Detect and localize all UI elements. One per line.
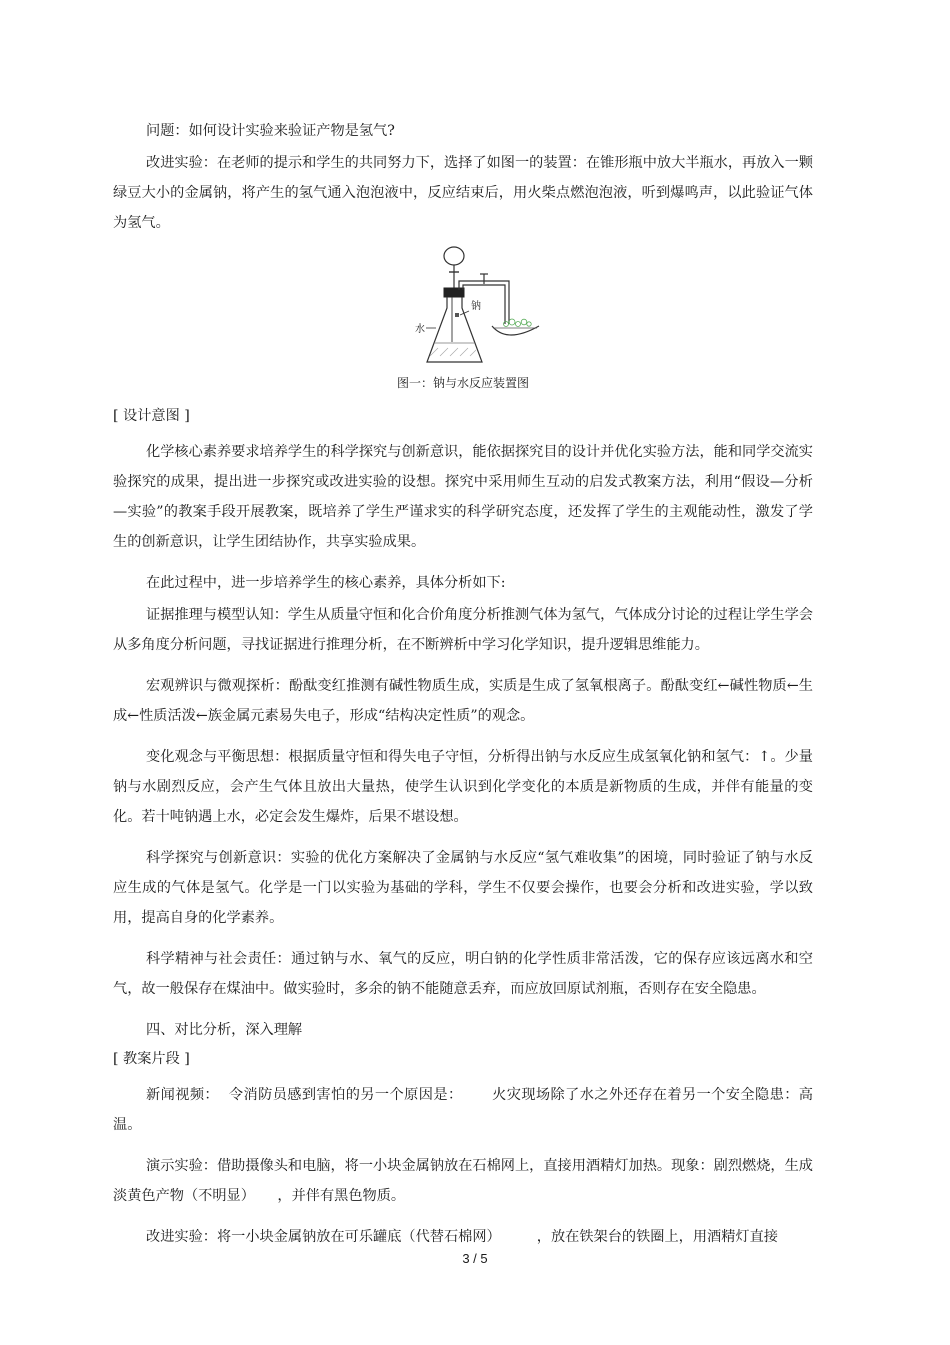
flask-apparatus-diagram <box>414 244 564 372</box>
evidence-paragraph: 证据推理与模型认知：学生从质量守恒和化合价角度分析推测气体为氢气，气体成分讨论的过程让学生学会从多角度分析问题，寻找证据进行推理分析，在不断辨析中学习化学知识，提升逻辑思维能力。 <box>113 607 813 653</box>
macro-micro-paragraph: 宏观辨识与微观探析：酚酞变红推测有碱性物质生成，实质是生成了氢氧根离子。酚酞变红←碱性物质←生成←性质活泼←族金属元素易失电子，形成“结构决定性质”的观念。 <box>113 678 813 724</box>
change-balance-paragraph: 变化观念与平衡思想：根据质量守恒和得失电子守恒，分析得出钠与水反应生成氢氧化钠和氢气：↑。少量钠与水剧烈反应，会产生气体且放出大量热，使学生认识到化学变化的本质是新物质的生成，并伴有能量的变化。若十吨钠遇上水，必定会发生爆炸，后果不堪设想。 <box>113 749 813 825</box>
page-number: 3 / 5 <box>462 1251 488 1266</box>
design-intent-paragraph: 化学核心素养要求培养学生的科学探究与创新意识，能依据探究目的设计并优化实验方法，能和同学交流实验探究的成果，提出进一步探究或改进实验的设想。探究中采用师生互动的启发式教案方法，利用“假设—分析—实验”的教案手段开展教案，既培养了学生严谨求实的科学研究态度，还发挥了学生的主观能动性，激发了学生的创新意识，让学生团结协作，共享实验成果。 <box>113 444 813 550</box>
design-intent-title: [ 设计意图 ] <box>113 408 190 424</box>
lesson-fragment-title: [ 教案片段 ] <box>113 1051 190 1067</box>
apparatus-figure <box>113 244 813 372</box>
document-body <box>113 116 813 1263</box>
analysis-intro: 在此过程中，进一步培养学生的核心素养，具体分析如下: <box>146 575 506 591</box>
improved-experiment-paragraph: 改进实验：在老师的提示和学生的共同努力下，选择了如图一的装置：在锥形瓶中放大半瓶水，再放入一颗绿豆大小的金属钠，将产生的氢气通入泡泡液中，反应结束后，用火柴点燃泡泡液，听到爆鸣声，以此验证气体为氢气。 <box>113 155 813 231</box>
figure-caption: 图一：钠与水反应装置图 <box>396 376 529 390</box>
demo-experiment-paragraph: 演示实验：借助摄像头和电脑，将一小块金属钠放在石棉网上，直接用酒精灯加热。现象：剧烈燃烧，生成淡黄色产物（不明显） ，并伴有黑色物质。 <box>113 1158 813 1204</box>
label-water: 水 <box>415 324 425 335</box>
section-four-heading: 四、对比分析，深入理解 <box>146 1022 303 1038</box>
label-sodium: 钠 <box>471 301 481 312</box>
spirit-paragraph: 科学精神与社会责任：通过钠与水、氧气的反应，明白钠的化学性质非常活泼，它的保存应该远离水和空气，故一般保存在煤油中。做实验时，多余的钠不能随意丢弃，而应放回原试剂瓶，否则存在安全隐患。 <box>113 951 813 997</box>
news-video-paragraph: 新闻视频： 令消防员感到害怕的另一个原因是： 火灾现场除了水之外还存在着另一个安全隐患：高温。 <box>113 1087 813 1133</box>
improved-experiment-2-paragraph: 改进实验：将一小块金属钠放在可乐罐底（代替石棉网） ，放在铁架台的铁圈上，用酒精灯直接 <box>146 1229 778 1245</box>
question-paragraph: 问题：如何设计实验来验证产物是氢气? <box>146 123 395 139</box>
inquiry-paragraph: 科学探究与创新意识：实验的优化方案解决了金属钠与水反应“氢气难收集”的困境，同时验证了钠与水反应生成的气体是氢气。化学是一门以实验为基础的学科，学生不仅要会操作，也要会分析和改进实验，学以致用，提高自身的化学素养。 <box>113 850 813 926</box>
